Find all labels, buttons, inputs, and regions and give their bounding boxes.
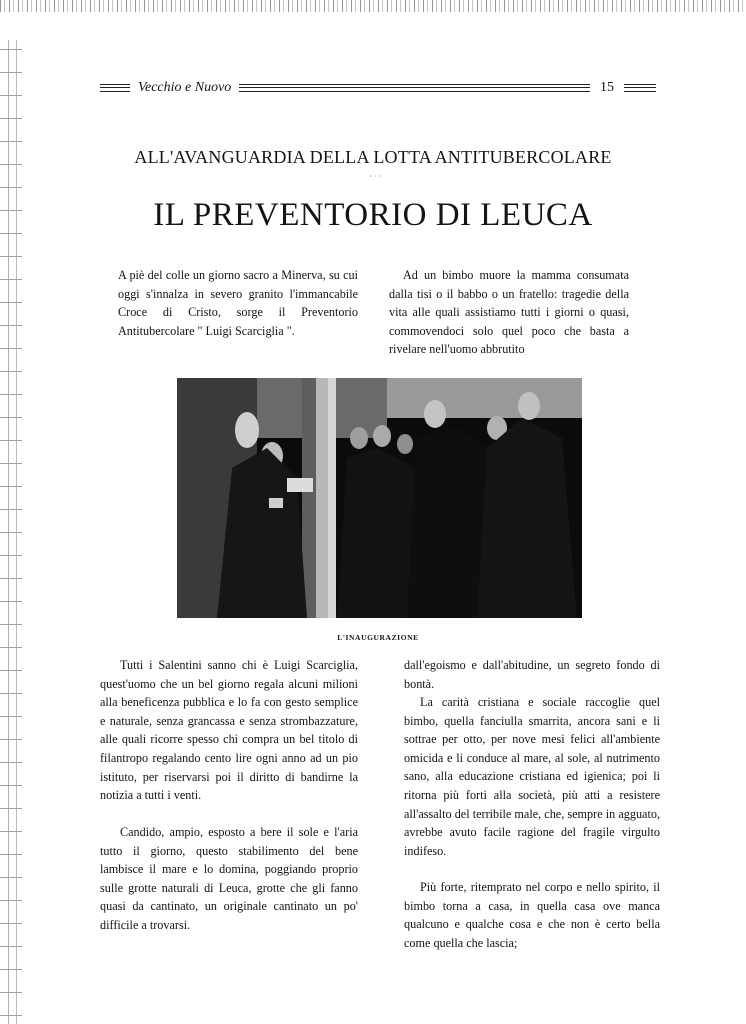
article-kicker: ALL'AVANGUARDIA DELLA LOTTA ANTITUBERCOLARE	[134, 147, 612, 167]
paragraph-right-2: dall'egoismo e dall'abitudine, un segreto fondo di bontà.	[404, 658, 660, 691]
running-header	[100, 80, 656, 96]
paragraph-right-3: La carità cristiana e sociale raccoglie quel bimbo, quella fanciulla smarrita, ancora sani e li sottrae per otto, per nove mesi felici all'ambiente omicida e li conduce al mare, al sole, al nutrimento sano, alla educazione cristiana ed igienica; poi li ritorna più forti alla società, più atti a resistere all'assalto del terribile male, che, sempre in agguato, avrebbe avuto facile ragione del fragile virgulto indifeso.	[404, 695, 660, 858]
binding-margin-artifact	[0, 40, 22, 1024]
header-rule-right	[624, 84, 656, 92]
page-number: 15	[600, 80, 614, 95]
article-title: IL PREVENTORIO DI LEUCA	[153, 197, 593, 233]
journal-title: Vecchio e Nuovo	[138, 80, 232, 95]
photo-caption: L'INAUGURAZIONE	[337, 633, 419, 642]
paragraph-right-1: Ad un bimbo muore la mamma consumata dalla tisi o il babbo o un fratello: tragedie della vita alle quali assistiamo tutti i giorni o quasi, commovendoci solo quel poco che basta a rivelare nell'uomo abbrutito	[389, 268, 629, 357]
header-rule-left	[100, 84, 130, 92]
scan-edge-artifact	[0, 0, 746, 12]
header-rule-middle	[239, 84, 590, 92]
inauguration-photo	[177, 378, 582, 618]
paragraph-left-3: Candido, ampio, esposto a bere il sole e l'aria tutto il giorno, questo stabilimento del bene lambisce il mare e lo domina, poggiando proprio sulle grotte naturali di Leuca, grotte che gli fanno quasi da cantinato, un originale cantinato un po' difficile a trovarsi.	[100, 825, 358, 932]
paragraph-left-2: Tutti i Salentini sanno chi è Luigi Scarciglia, quest'uomo che un bel giorno regala alcuni milioni alla beneficenza pubblica e lo fa con gesto semplice e naturale, senza grancassa e senza strombazzature, alle quali ricorre spesso chi compra un bel titolo di filantropo regalando cento lire ogni anno ad un pio istituto, per riservarsi poi il diritto di bandirne la notizia a tutti i venti.	[100, 658, 358, 803]
ornament-mark: · · ·	[369, 172, 381, 181]
photo-image	[177, 378, 582, 618]
paragraph-left-1: A piè del colle un giorno sacro a Minerva, su cui oggi s'innalza in severo granito l'immancabile Croce di Cristo, sorge il Preventorio Antitubercolare " Luigi Scarciglia ".	[118, 268, 358, 338]
paragraph-right-4: Più forte, ritemprato nel corpo e nello spirito, il bimbo torna a casa, in quella casa ove manca qualcuno e qualche cosa e che non è certo bella come quella che lascia;	[404, 880, 660, 950]
